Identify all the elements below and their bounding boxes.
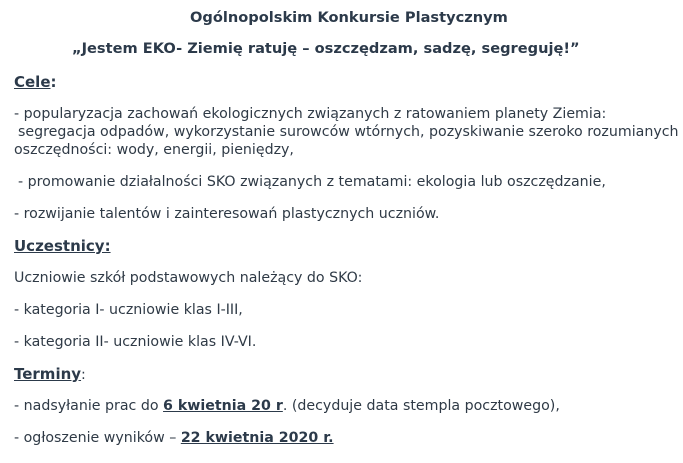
termin-nadsylanie: [14, 398, 560, 415]
contest-name: Ogólnopolskim Konkursie Plastycznym: [190, 9, 508, 26]
cele-item-2: - promowanie działalności SKO związanych z tematami: ekologia lub oszczędzanie,: [18, 174, 606, 190]
section-heading-terminy: [14, 366, 86, 384]
cele-item-3: - rozwijanie talentów i zainteresowań plastycznych uczniów.: [14, 206, 440, 222]
cele-item-1-line-2: segregacja odpadów, wykorzystanie surowców wtórnych, pozyskiwanie szeroko rozumianych: [18, 124, 679, 140]
termin-ogloszenie-date: 22 kwietnia 2020 r.: [180, 430, 334, 446]
terminy-heading-colon: :: [81, 367, 86, 383]
termin-nadsylanie-date: 6 kwietnia 20 r: [163, 398, 283, 414]
cele-heading-colon: :: [50, 73, 57, 91]
termin-ogloszenie-prefix: - ogłoszenie wyników –: [14, 430, 181, 446]
cele-heading-text: Cele: [14, 73, 51, 91]
kategoria-1: - kategoria I- uczniowie klas I-III,: [14, 302, 243, 318]
contest-slogan: „Jestem EKO- Ziemię ratuję – oszczędzam, sadzę, segreguję!”: [72, 40, 580, 57]
kategoria-2: - kategoria II- uczniowie klas IV-VI.: [14, 334, 257, 350]
cele-item-1-line-1: - popularyzacja zachowań ekologicznych związanych z ratowaniem planety Ziemia:: [14, 106, 607, 122]
uczestnicy-intro: Uczniowie szkół podstawowych należący do SKO:: [14, 270, 363, 286]
termin-nadsylanie-suffix: . (decyduje data stempla pocztowego),: [282, 398, 560, 414]
cele-item-1-line-3: oszczędności: wody, energii, pieniędzy,: [14, 142, 294, 158]
termin-nadsylanie-prefix: - nadsyłanie prac do: [14, 398, 164, 414]
section-heading-cele: [14, 74, 57, 92]
termin-ogloszenie: [14, 430, 334, 447]
section-heading-uczestnicy: Uczestnicy:: [14, 237, 111, 255]
terminy-heading-text: Terminy: [14, 365, 82, 383]
